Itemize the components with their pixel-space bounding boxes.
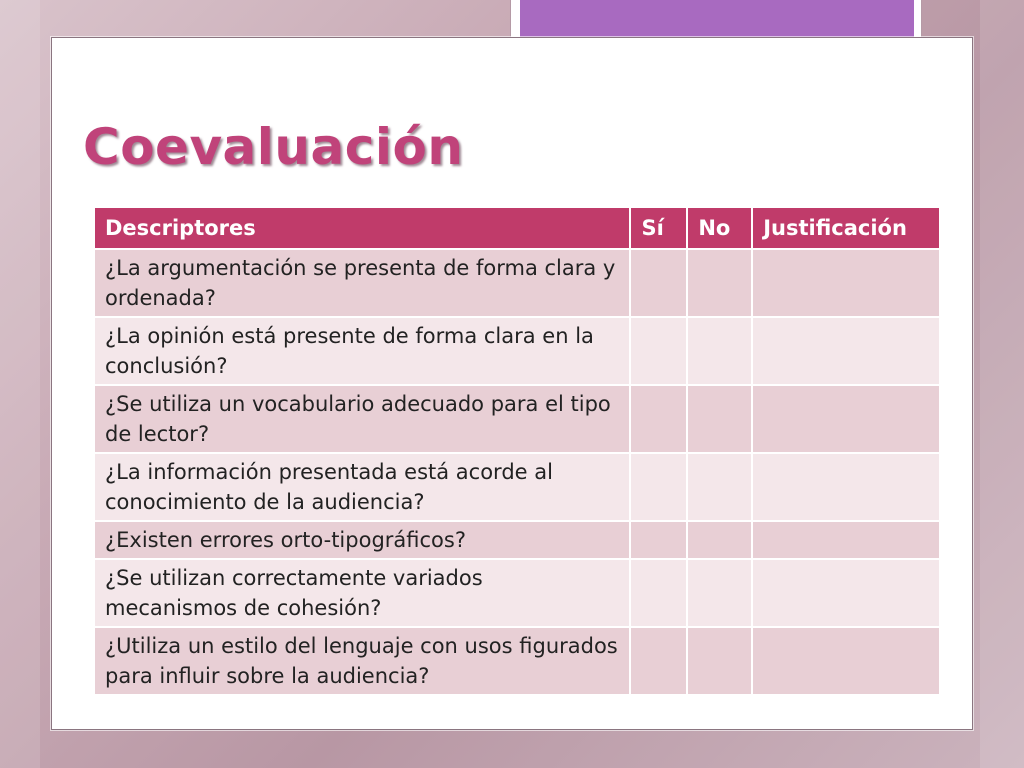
justificacion-cell bbox=[753, 454, 939, 520]
no-cell bbox=[688, 522, 751, 558]
header-si: Sí bbox=[631, 208, 686, 248]
table-row bbox=[95, 560, 939, 626]
table-row bbox=[95, 250, 939, 316]
si-cell bbox=[631, 318, 686, 384]
descriptor-cell: ¿Existen errores orto-tipográficos? bbox=[95, 522, 629, 558]
header-descriptores: Descriptores bbox=[95, 208, 629, 248]
no-cell bbox=[688, 454, 751, 520]
descriptor-cell: ¿La opinión está presente de forma clara en la conclusión? bbox=[95, 318, 629, 384]
descriptor-cell: ¿Utiliza un estilo del lenguaje con usos figurados para influir sobre la audiencia? bbox=[95, 628, 629, 694]
table-row bbox=[95, 628, 939, 694]
table-row bbox=[95, 386, 939, 452]
descriptor-cell: ¿Se utilizan correctamente variados mecanismos de cohesión? bbox=[95, 560, 629, 626]
descriptor-cell: ¿La información presentada está acorde al conocimiento de la audiencia? bbox=[95, 454, 629, 520]
justificacion-cell bbox=[753, 250, 939, 316]
no-cell bbox=[688, 250, 751, 316]
descriptor-cell: ¿La argumentación se presenta de forma clara y ordenada? bbox=[95, 250, 629, 316]
descriptor-cell: ¿Se utiliza un vocabulario adecuado para el tipo de lector? bbox=[95, 386, 629, 452]
si-cell bbox=[631, 454, 686, 520]
table-header-row bbox=[95, 208, 939, 248]
no-cell bbox=[688, 560, 751, 626]
table-row bbox=[95, 318, 939, 384]
justificacion-cell bbox=[753, 318, 939, 384]
no-cell bbox=[688, 386, 751, 452]
si-cell bbox=[631, 522, 686, 558]
slide-title: Coevaluación bbox=[83, 118, 464, 176]
si-cell bbox=[631, 560, 686, 626]
si-cell bbox=[631, 386, 686, 452]
background-stripe bbox=[980, 0, 1024, 768]
table-row bbox=[95, 454, 939, 520]
si-cell bbox=[631, 628, 686, 694]
justificacion-cell bbox=[753, 522, 939, 558]
no-cell bbox=[688, 628, 751, 694]
background-stripe bbox=[0, 0, 40, 768]
table-row bbox=[95, 522, 939, 558]
no-cell bbox=[688, 318, 751, 384]
justificacion-cell bbox=[753, 628, 939, 694]
header-no: No bbox=[688, 208, 751, 248]
si-cell bbox=[631, 250, 686, 316]
header-justificacion: Justificación bbox=[753, 208, 939, 248]
justificacion-cell bbox=[753, 386, 939, 452]
coevaluation-table bbox=[93, 206, 941, 696]
justificacion-cell bbox=[753, 560, 939, 626]
